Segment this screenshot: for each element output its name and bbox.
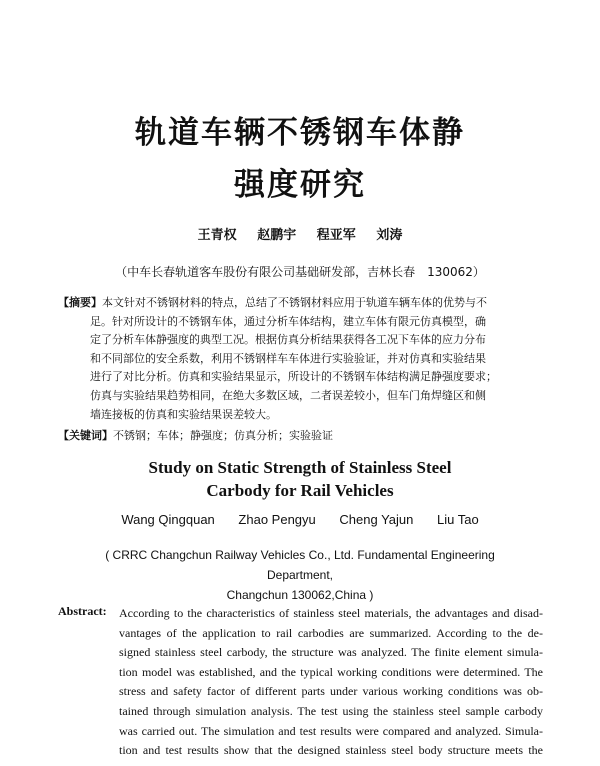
english-abstract-line: signed stainless steel carbody, the structure was analyzed. The finite element simula- — [119, 645, 543, 660]
chinese-author: 赵鹏宇 — [257, 228, 297, 243]
english-author: Wang Qingquan — [121, 512, 215, 527]
chinese-abstract-line: 和不同部位的安全系数，利用不锈钢样车车体进行实验验证，并对仿真和实验结果 — [90, 351, 486, 365]
chinese-author: 刘涛 — [376, 228, 403, 243]
chinese-keywords-text: 不锈钢；车体；静强度；仿真分析；实验验证 — [113, 429, 333, 442]
english-affiliation-line: Changchun 130062,China ) — [226, 588, 374, 602]
english-abstract-line: vantages of the application to rail carbodies are summarized. According to the de- — [119, 625, 543, 640]
english-affiliation-line: ( CRRC Changchun Railway Vehicles Co., Ltd. Fundamental Engineering Department, — [105, 548, 495, 582]
english-abstract — [119, 604, 543, 761]
chinese-author: 程亚军 — [316, 228, 356, 243]
chinese-abstract-line: 仿真与实验结果趋势相同，在绝大多数区域，二者误差较小，但车门角焊缝区和侧 — [90, 388, 486, 402]
chinese-keywords-label: 【关键词】 — [58, 429, 113, 442]
english-title-line-2: Carbody for Rail Vehicles — [206, 481, 394, 500]
chinese-author: 王青权 — [197, 228, 237, 243]
english-abstract-line: tained through simulation analysis. The test using the stainless steel sample carbody — [119, 703, 543, 718]
english-title-line-1: Study on Static Strength of Stainless Steel — [148, 458, 452, 477]
english-abstract-line: According to the characteristics of stainless steel materials, the advantages and disad- — [119, 606, 543, 620]
english-abstract-label: Abstract: — [58, 604, 107, 618]
english-abstract-line: was carried out. The simulation and test results were compared and analyzed. Simula- — [119, 723, 543, 738]
english-abstract-line: tion model was established, and the typical working conditions were determined. The — [119, 664, 543, 679]
english-author: Cheng Yajun — [339, 512, 414, 527]
chinese-abstract-label: 【摘要】 — [58, 296, 102, 309]
chinese-abstract-line: 定了分析车体静强度的典型工况。根据仿真分析结果获得各工况下车体的应力分布 — [90, 333, 486, 347]
english-author: Zhao Pengyu — [238, 512, 316, 527]
chinese-title-line-2: 强度研究 — [234, 167, 366, 203]
english-abstract-line: tion and test results show that the designed stainless steel body structure meets the — [119, 743, 543, 758]
english-affiliation — [72, 545, 528, 605]
chinese-abstract-line: 足。针对所设计的不锈钢车体，通过分析车体结构，建立车体有限元仿真模型，确 — [90, 314, 486, 328]
english-abstract-line: stress and safety factor of different parts under various working conditions was ob- — [119, 684, 543, 699]
chinese-authors — [0, 224, 600, 243]
chinese-abstract-line: 进行了对比分析。仿真和实验结果显示，所设计的不锈钢车体结构满足静强度要求； — [90, 370, 497, 384]
chinese-title-line-1: 轨道车辆不锈钢车体静 — [135, 115, 465, 151]
chinese-affiliation: （中车长春轨道客车股份有限公司基础研发部，吉林长春 130062） — [115, 265, 485, 279]
english-author: Liu Tao — [437, 512, 479, 527]
chinese-abstract — [58, 294, 542, 424]
english-authors — [0, 512, 600, 527]
chinese-abstract-line: 本文针对不锈钢材料的特点，总结了不锈钢材料应用于轨道车辆车体的优势与不 — [102, 296, 487, 309]
chinese-abstract-line: 墙连接板的仿真和实验结果误差较大。 — [90, 407, 277, 421]
chinese-keywords — [58, 427, 542, 443]
